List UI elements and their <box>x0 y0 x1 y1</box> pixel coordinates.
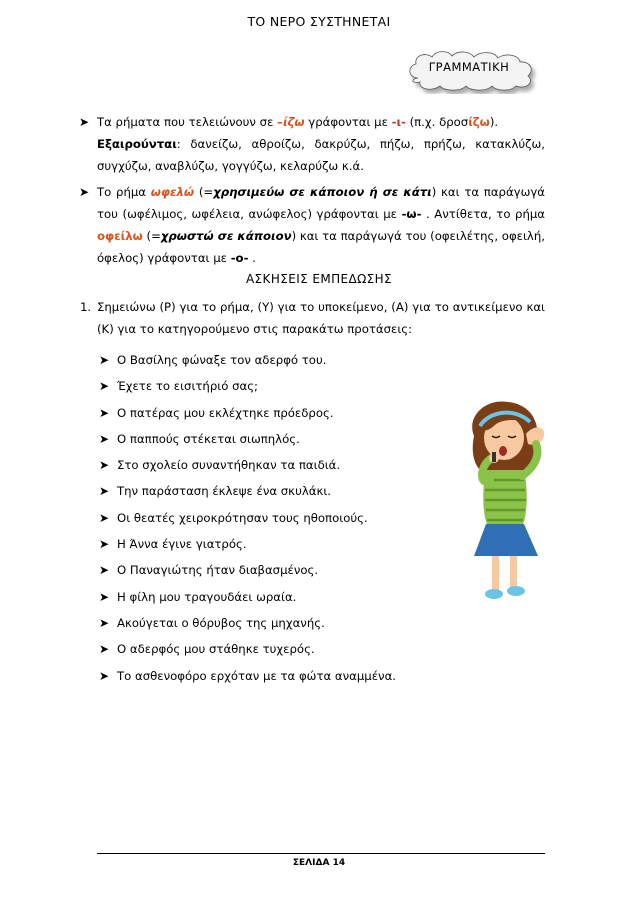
list-item <box>99 404 437 430</box>
exercise-items <box>99 351 437 693</box>
list-item <box>99 614 437 640</box>
list-item <box>99 430 437 456</box>
text: ) και τα παράγωγά του (οφειλέτης, οφειλή, όφελος) γράφονται με <box>97 229 545 265</box>
list-item <box>99 535 437 561</box>
list-item <box>99 456 437 482</box>
list-item <box>99 561 437 587</box>
highlight: -ω- <box>401 207 422 221</box>
exercise-1-prompt <box>80 296 545 340</box>
arrowhead-bullet-icon: ➤ <box>79 115 90 129</box>
arrowhead-bullet-icon: ➤ <box>99 405 110 420</box>
list-item <box>99 667 437 693</box>
highlight: οφείλω <box>97 229 143 243</box>
text: . <box>248 251 256 265</box>
arrowhead-bullet-icon: ➤ <box>99 589 110 604</box>
exceptions-label: Εξαιρούνται <box>97 137 177 151</box>
sentence: Την παράσταση έκλεψε ένα σκυλάκι. <box>117 484 332 499</box>
arrowhead-bullet-icon: ➤ <box>99 668 110 683</box>
sentence: Ο Βασίλης φώναξε τον αδερφό του. <box>117 353 327 367</box>
list-item <box>99 351 437 377</box>
sentence: Οι θεατές χειροκρότησαν τους ηθοποιούς. <box>117 510 368 525</box>
grammar-cloud-badge <box>404 48 540 90</box>
list-item <box>99 509 437 535</box>
text: (= <box>142 229 161 243</box>
arrowhead-bullet-icon: ➤ <box>99 563 110 578</box>
highlight: -ο- <box>230 251 249 265</box>
text: γράφονται με <box>304 115 392 129</box>
exercise-number: 1. <box>80 300 92 314</box>
prompt-text: Σημειώνω (Ρ) για το ρήμα, (Υ) για το υποκείμενο, (Α) για το αντικείμενο και (Κ) για το κατηγορούμενο στις παρακάτω προτάσεις: <box>97 300 545 336</box>
rule-izo <box>79 111 545 177</box>
arrowhead-bullet-icon: ➤ <box>99 458 110 473</box>
text: ) και τα παράγωγά του (ωφέλιμος, ωφέλεια, ανώφελος) γράφονται με <box>97 185 545 221</box>
header-title: ΤΟ ΝΕΡΟ ΣΥΣΤΗΝΕΤΑΙ <box>247 14 391 29</box>
arrowhead-bullet-icon: ➤ <box>99 484 110 499</box>
list-item <box>99 588 437 614</box>
arrowhead-bullet-icon: ➤ <box>99 615 110 630</box>
sentence: Η φίλη μου τραγουδάει ωραία. <box>117 589 297 604</box>
arrowhead-bullet-icon: ➤ <box>99 353 110 367</box>
list-item <box>99 377 437 403</box>
arrowhead-bullet-icon: ➤ <box>99 431 110 446</box>
text: Τα ρήματα που τελειώνουν σε <box>97 115 278 129</box>
section-title: ΑΣΚΗΣΕΙΣ ΕΜΠΕΔΩΣΗΣ <box>245 272 393 286</box>
badge-label: ΓΡΑΜΜΑΤΙΚΗ <box>428 60 510 74</box>
sentence: Το ασθενοφόρο ερχόταν με τα φώτα αναμμένα. <box>117 668 396 683</box>
text: ). <box>489 115 499 129</box>
arrowhead-bullet-icon: ➤ <box>99 379 110 394</box>
highlight: ίζω <box>468 115 490 129</box>
arrowhead-bullet-icon: ➤ <box>99 537 110 552</box>
text: . Αντίθετα, το ρήμα <box>421 207 545 221</box>
sentence: Ο πατέρας μου εκλέχτηκε πρόεδρος. <box>117 405 334 420</box>
list-item <box>99 640 437 666</box>
arrowhead-bullet-icon: ➤ <box>99 510 110 525</box>
arrowhead-bullet-icon: ➤ <box>79 185 90 199</box>
sentence: Ο Παναγιώτης ήταν διαβασμένος. <box>117 563 319 578</box>
rule-ofelo <box>79 181 545 269</box>
page-number: ΣΕΛΙΔΑ 14 <box>292 858 346 868</box>
sentence: Η Άννα έγινε γιατρός. <box>117 537 247 552</box>
text: (= <box>194 185 214 199</box>
highlight: –ίζω <box>277 115 305 129</box>
text: Το ρήμα <box>97 185 151 199</box>
arrowhead-bullet-icon: ➤ <box>99 642 110 657</box>
sentence: Ακούγεται ο θόρυβος της μηχανής. <box>117 615 325 630</box>
sentence: Έχετε το εισιτήριό σας; <box>117 379 258 394</box>
highlight: -ι- <box>391 115 406 129</box>
definition: χρησιμεύω σε κάποιον ή σε κάτι <box>213 185 432 199</box>
list-item <box>99 482 437 508</box>
singing-girl-illustration <box>456 396 566 606</box>
highlight: ωφελώ <box>150 185 195 199</box>
sentence: Ο παππούς στέκεται σιωπηλός. <box>117 431 300 446</box>
text: (π.χ. δροσ <box>405 115 469 129</box>
definition: χρωστώ σε κάποιον <box>160 229 292 243</box>
sentence: Στο σχολείο συναντήθηκαν τα παιδιά. <box>117 458 341 473</box>
sentence: Ο αδερφός μου στάθηκε τυχερός. <box>117 642 315 657</box>
footer-divider <box>97 853 545 854</box>
exceptions-list: : δανείζω, αθροίζω, δακρύζω, πήζω, πρήζω, κατακλύζω, συγχύζω, αναβλύζω, γογγύζω, κελαρύζω κ.ά. <box>97 137 545 173</box>
